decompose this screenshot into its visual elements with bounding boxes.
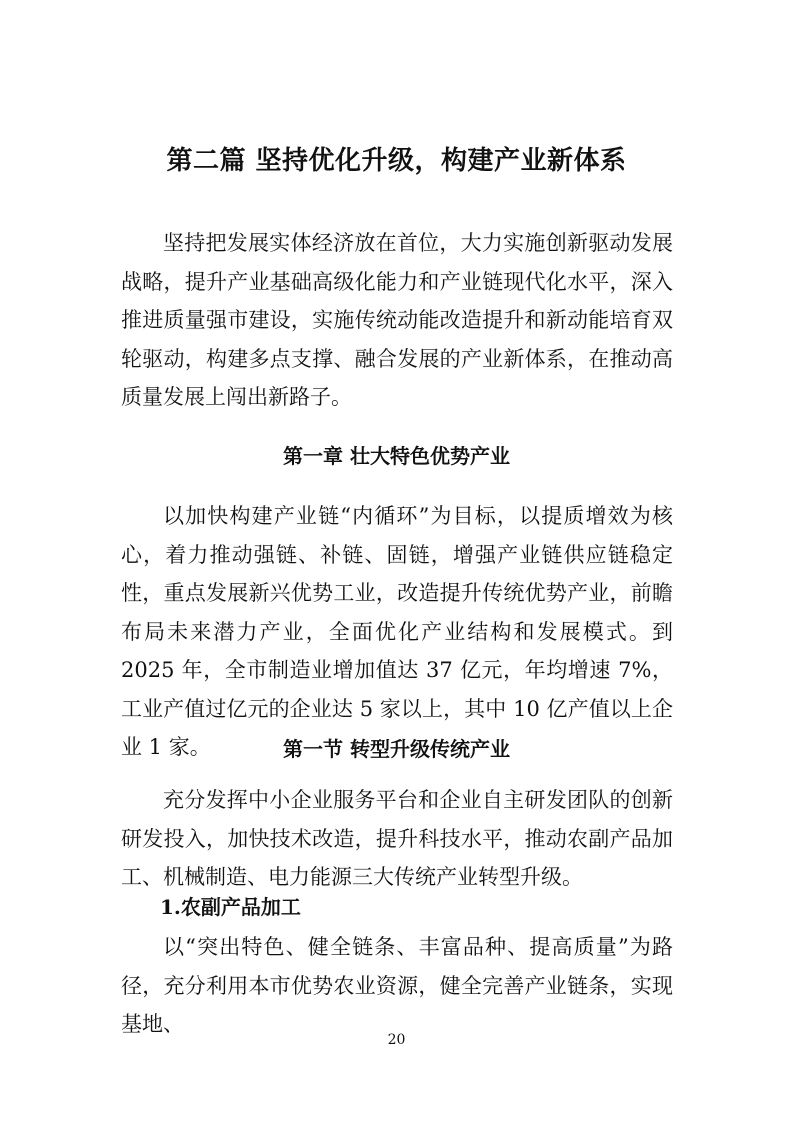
subheading-paragraph: 以“突出特色、健全链条、丰富品种、提高质量”为路径，充分利用本市优势农业资源，健全完善产业链条，实现基地、 <box>121 935 673 1036</box>
section-title: 第一节 转型升级传统产业 <box>283 737 510 761</box>
chapter-paragraph: 以加快构建产业链“内循环”为目标，以提质增效为核心，着力推动强链、补链、固链，增强产业链供应链稳定性，重点发展新兴优势工业，改造提升传统优势产业，前瞻布局未来潜力产业，全面优化产业结构和发展模式。到 2025 年，全市制造业增加值达 37 亿元，年均增速 7%，工业产值过亿元的企业达 5 家以上，其中 10 亿产值以上企业 1 家。 <box>121 504 673 759</box>
subheading: 1.农副产品加工 <box>160 895 301 919</box>
page-number: 20 <box>387 1032 406 1048</box>
part-title: 第二篇 坚持优化升级，构建产业新体系 <box>166 146 627 176</box>
chapter-title: 第一章 壮大特色优势产业 <box>283 444 510 468</box>
section-paragraph: 充分发挥中小企业服务平台和企业自主研发团队的创新研发投入，加快技术改造，提升科技水平，推动农副产品加工、机械制造、电力能源三大传统产业转型升级。 <box>121 788 673 889</box>
intro-paragraph: 坚持把发展实体经济放在首位，大力实施创新驱动发展战略，提升产业基础高级化能力和产业链现代化水平，深入推进质量强市建设，实施传统动能改造提升和新动能培育双轮驱动，构建多点支撑、融合发展的产业新体系，在推动高质量发展上闯出新路子。 <box>121 231 673 409</box>
